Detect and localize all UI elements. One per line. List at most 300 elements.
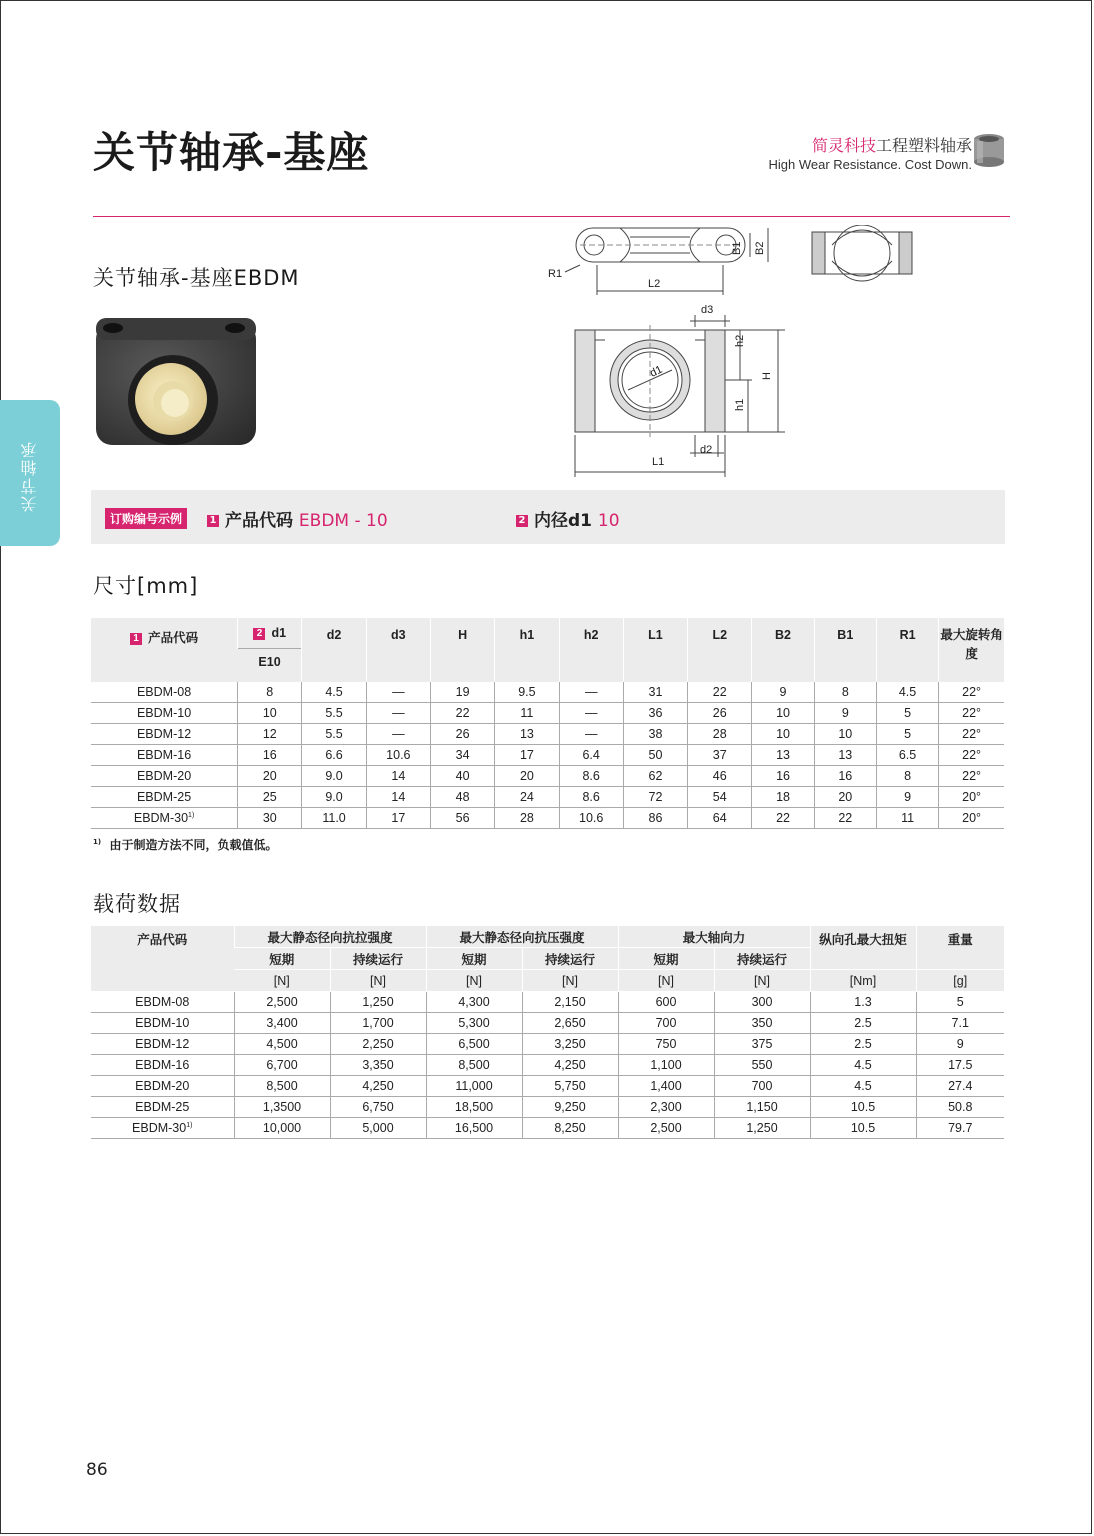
dimensions-body [91, 682, 1004, 829]
cell-value: 9 [956, 1037, 964, 1051]
table-cell [234, 1055, 330, 1076]
product-code-cell [91, 1013, 234, 1034]
table-cell [714, 1076, 810, 1097]
table-cell [302, 766, 366, 787]
footnote-mark: 1) [188, 811, 195, 819]
cell-value: 1.3 [854, 995, 872, 1009]
cell-value: 8.6 [582, 769, 600, 783]
brand-name-pink: 简灵科技 [811, 136, 876, 155]
cell-value: 62 [648, 769, 663, 783]
table-cell [688, 787, 752, 808]
cell-value: 46 [712, 769, 727, 783]
unit-n: [N] [522, 970, 618, 992]
page-title: 关节轴承-基座 [93, 128, 370, 177]
table-cell [714, 1034, 810, 1055]
table-cell [238, 703, 302, 724]
cell-value: 56 [455, 811, 470, 825]
table-cell [430, 724, 494, 745]
table-cell [752, 808, 814, 829]
table-cell [714, 992, 810, 1013]
table-cell [234, 1118, 330, 1139]
table-cell [916, 1034, 1004, 1055]
loads-title: 载荷数据 [93, 892, 181, 916]
cell-value: 30 [262, 811, 277, 825]
cell-value: 8 [266, 685, 274, 699]
table-row [91, 724, 1004, 745]
label-h: H [761, 372, 773, 380]
cell-value: 11 [520, 706, 534, 720]
unit-n: [N] [618, 970, 714, 992]
unit-n: [N] [714, 970, 810, 992]
cell-value: 22° [962, 748, 982, 762]
table-cell [623, 682, 687, 703]
table-cell [939, 766, 1004, 787]
product-code-cell [91, 992, 234, 1013]
table-cell [234, 992, 330, 1013]
table-cell [430, 766, 494, 787]
table-cell [559, 787, 623, 808]
page-number: 86 [86, 1460, 108, 1480]
product-code-cell [91, 682, 238, 703]
col-code-label: 产品代码 [148, 631, 199, 645]
bearing-logo-icon [972, 132, 1006, 168]
dimensions-table [91, 618, 1004, 829]
table-cell [714, 1097, 810, 1118]
unit-g: [g] [916, 970, 1004, 992]
table-cell [623, 745, 687, 766]
cell-value: — [584, 727, 598, 741]
cell-value: EBDM-12 [135, 1037, 190, 1051]
table-cell [814, 703, 876, 724]
cell-value: 6,500 [458, 1037, 490, 1051]
title-rule [93, 216, 1010, 217]
table-row [91, 992, 1004, 1013]
table-row [91, 1055, 1004, 1076]
cell-value: 10,000 [262, 1121, 302, 1135]
table-cell [495, 703, 559, 724]
table-cell [426, 1097, 522, 1118]
product-code-cell [91, 745, 238, 766]
cell-value: 22 [712, 685, 727, 699]
cell-value: 700 [655, 1016, 677, 1030]
table-cell [330, 1034, 426, 1055]
cell-value: 1,100 [650, 1058, 682, 1072]
cell-value: 600 [655, 995, 677, 1009]
label-d1: d1 [648, 363, 665, 380]
table-cell [426, 1076, 522, 1097]
cell-value: 72 [648, 790, 663, 804]
table-cell [495, 808, 559, 829]
cell-value: EBDM-20 [135, 1079, 190, 1093]
cell-value: 6,750 [362, 1100, 394, 1114]
product-code-cell [91, 1076, 234, 1097]
table-cell [366, 703, 430, 724]
table-cell [430, 787, 494, 808]
table-cell [522, 992, 618, 1013]
col-torque: 纵向孔最大扭矩 [810, 926, 916, 970]
col-d3: d3 [366, 618, 430, 682]
table-cell [618, 1118, 714, 1139]
table-cell [522, 1076, 618, 1097]
cell-value: 8 [904, 769, 912, 783]
table-cell [302, 745, 366, 766]
table-cell [234, 1034, 330, 1055]
table-cell [430, 682, 494, 703]
cell-value: 10 [776, 727, 790, 741]
cell-value: 2,150 [554, 995, 586, 1009]
col-d1 [238, 618, 302, 648]
cell-value: 1,250 [746, 1121, 778, 1135]
cell-value: 10 [776, 706, 790, 720]
cell-value: 22 [838, 811, 853, 825]
col-d1-tolerance: E10 [238, 648, 302, 682]
order-item-bore [516, 506, 620, 531]
table-cell [302, 808, 366, 829]
cell-value: 1,150 [746, 1100, 778, 1114]
cell-value: 12 [262, 727, 277, 741]
table-cell [814, 724, 876, 745]
cell-value: 40 [455, 769, 470, 783]
cell-value: 17 [391, 811, 406, 825]
cell-value: 16 [262, 748, 277, 762]
product-photo [93, 315, 258, 450]
table-cell [302, 787, 366, 808]
cell-value: 25 [262, 790, 277, 804]
cell-value: 16 [776, 769, 790, 783]
col-angle: 最大旋转角度 [939, 618, 1004, 682]
cell-value: 5 [904, 706, 912, 720]
cell-value: 11.0 [322, 811, 346, 825]
cell-value: 22° [962, 706, 982, 720]
cell-value: 4.5 [898, 685, 917, 699]
cell-value: 22° [962, 685, 982, 699]
table-cell [876, 682, 938, 703]
front-section-view [575, 315, 785, 477]
table-cell [430, 703, 494, 724]
label-d3: d3 [701, 304, 714, 316]
table-cell [330, 1055, 426, 1076]
loads-header-row-1 [91, 926, 1004, 948]
table-cell [810, 1118, 916, 1139]
cell-value: — [392, 706, 405, 720]
table-cell [618, 992, 714, 1013]
cell-value: 28 [712, 727, 727, 741]
cell-value: 4,500 [266, 1037, 298, 1051]
table-cell [618, 1055, 714, 1076]
cell-value: 17 [519, 748, 534, 762]
table-cell [814, 787, 876, 808]
unit-nm: [Nm] [810, 970, 916, 992]
cell-value: 4.5 [854, 1079, 872, 1093]
cell-value: 27.4 [948, 1079, 973, 1093]
table-cell [623, 724, 687, 745]
table-row [91, 745, 1004, 766]
table-cell [688, 745, 752, 766]
cell-value: 9.0 [325, 769, 343, 783]
cell-value: 9 [779, 685, 787, 699]
label-r1: R1 [548, 268, 563, 280]
order-item-code-label: 产品代码 [225, 511, 293, 531]
table-cell [238, 808, 302, 829]
product-code-cell [91, 766, 238, 787]
cell-value: 2,500 [650, 1121, 682, 1135]
table-cell [238, 682, 302, 703]
table-cell [559, 703, 623, 724]
col-code: 产品代码 [91, 926, 234, 992]
cell-value: 14 [391, 790, 406, 804]
product-code-cell [91, 787, 238, 808]
cell-value: 24 [519, 790, 534, 804]
table-cell [618, 1097, 714, 1118]
table-row [91, 1034, 1004, 1055]
table-row [91, 1118, 1004, 1139]
table-cell [810, 1034, 916, 1055]
product-code-cell [91, 1118, 234, 1139]
cell-value: 4.5 [854, 1058, 872, 1072]
cell-value: 9 [841, 706, 849, 720]
table-cell [623, 703, 687, 724]
brand-block [768, 133, 972, 172]
cell-value: — [392, 727, 405, 741]
table-cell [688, 808, 752, 829]
cell-value: 50 [648, 748, 663, 762]
col-compressive: 最大静态径向抗压强度 [426, 926, 618, 948]
order-item-bore-value: 10 [597, 511, 620, 531]
cell-value: 13 [519, 727, 534, 741]
cell-value: 31 [648, 685, 663, 699]
cell-value: EBDM-16 [136, 748, 192, 762]
cell-value: 8,500 [266, 1079, 298, 1093]
cell-value: 50.8 [948, 1100, 973, 1114]
table-cell [495, 766, 559, 787]
col-h: H [430, 618, 494, 682]
table-cell [814, 682, 876, 703]
cell-value: 20 [262, 769, 277, 783]
cell-value: 2.5 [854, 1016, 872, 1030]
side-tab[interactable] [0, 400, 60, 546]
cell-value: 4,250 [362, 1079, 394, 1093]
table-cell [302, 682, 366, 703]
table-row [91, 808, 1004, 829]
order-item-code [207, 506, 388, 531]
cell-value: 350 [751, 1016, 773, 1030]
table-cell [939, 745, 1004, 766]
table-cell [234, 1013, 330, 1034]
cell-value: 5 [904, 727, 912, 741]
table-cell [752, 682, 814, 703]
label-h2: h2 [734, 334, 746, 347]
col-code [91, 618, 238, 682]
table-cell [426, 1013, 522, 1034]
table-cell [238, 724, 302, 745]
table-cell [522, 1034, 618, 1055]
cell-value: 79.7 [948, 1121, 973, 1135]
table-cell [876, 703, 938, 724]
cell-value: 38 [648, 727, 663, 741]
cell-value: 34 [455, 748, 470, 762]
cell-value: 64 [712, 811, 727, 825]
cell-value: 5,000 [362, 1121, 394, 1135]
table-cell [939, 787, 1004, 808]
table-cell [330, 1118, 426, 1139]
table-cell [916, 1055, 1004, 1076]
cell-value: 11 [901, 811, 915, 825]
cell-value: 6.4 [582, 748, 600, 762]
table-cell [330, 1076, 426, 1097]
col-tensile: 最大静态径向抗拉强度 [234, 926, 426, 948]
footnote-text: 由于制造方法不同，负载值低。 [109, 838, 278, 852]
table-cell [426, 992, 522, 1013]
top-view [565, 228, 768, 295]
cell-value: 22° [962, 727, 982, 741]
cell-value: EBDM-08 [135, 995, 190, 1009]
dimensions-title: 尺寸[mm] [93, 574, 199, 598]
cell-value: 26 [455, 727, 470, 741]
unit-n: [N] [330, 970, 426, 992]
table-cell [688, 703, 752, 724]
table-cell [810, 1097, 916, 1118]
cell-value: 1,3500 [262, 1100, 302, 1114]
cell-value: EBDM-12 [136, 727, 192, 741]
table-cell [714, 1013, 810, 1034]
table-cell [495, 724, 559, 745]
brand-tagline: High Wear Resistance. Cost Down. [768, 157, 972, 172]
table-cell [939, 682, 1004, 703]
table-cell [752, 745, 814, 766]
cell-value: 9,250 [554, 1100, 586, 1114]
cell-value: 16,500 [454, 1121, 494, 1135]
table-cell [366, 787, 430, 808]
order-item-bore-label: 内径d1 [534, 511, 592, 531]
table-cell [495, 787, 559, 808]
cell-value: 18,500 [454, 1100, 494, 1114]
cell-value: 9 [904, 790, 912, 804]
table-cell [752, 724, 814, 745]
cell-value: — [584, 685, 598, 699]
cell-value: 8.6 [582, 790, 600, 804]
table-cell [939, 808, 1004, 829]
table-cell [234, 1076, 330, 1097]
table-cell [939, 703, 1004, 724]
cell-value: 10.6 [386, 748, 411, 762]
table-cell [916, 1097, 1004, 1118]
cell-value: 6.6 [325, 748, 343, 762]
table-cell [752, 787, 814, 808]
table-cell [810, 1076, 916, 1097]
table-cell [238, 766, 302, 787]
table-cell [559, 682, 623, 703]
order-example-box [91, 490, 1005, 544]
cell-value: 13 [838, 748, 853, 762]
cell-value: 1,250 [362, 995, 394, 1009]
table-cell [876, 724, 938, 745]
cell-value: 750 [655, 1037, 677, 1051]
cell-value: EBDM-30 [132, 1121, 187, 1135]
cell-value: 22° [962, 769, 982, 783]
table-cell [495, 682, 559, 703]
cell-value: 6.5 [898, 748, 917, 762]
side-view [812, 225, 912, 281]
cell-value: 6,700 [266, 1058, 298, 1072]
table-cell [234, 1097, 330, 1118]
col-h2: h2 [559, 618, 623, 682]
col-axial-short: 短期 [618, 948, 714, 970]
table-cell [330, 1097, 426, 1118]
cell-value: 2.5 [854, 1037, 872, 1051]
col-compressive-continuous: 持续运行 [522, 948, 618, 970]
loads-body [91, 992, 1004, 1139]
col-h1: h1 [495, 618, 559, 682]
product-code-cell [91, 724, 238, 745]
table-cell [814, 808, 876, 829]
col-axial-continuous: 持续运行 [714, 948, 810, 970]
cell-value: 375 [751, 1037, 773, 1051]
footnote [93, 836, 277, 853]
table-cell [559, 766, 623, 787]
table-cell [916, 1076, 1004, 1097]
cell-value: EBDM-30 [133, 811, 189, 825]
table-cell [238, 787, 302, 808]
label-l1: L1 [652, 456, 665, 468]
table-cell [916, 1013, 1004, 1034]
cell-value: — [392, 685, 405, 699]
col-axial: 最大轴向力 [618, 926, 810, 948]
col-l1: L1 [623, 618, 687, 682]
order-example-tag: 订购编号示例 [105, 508, 187, 529]
product-name: 关节轴承-基座EBDM [93, 266, 300, 290]
table-cell [714, 1118, 810, 1139]
table-cell [752, 703, 814, 724]
col-tensile-continuous: 持续运行 [330, 948, 426, 970]
cell-value: 8 [841, 685, 849, 699]
badge-1: 1 [207, 515, 219, 527]
cell-value: 4,250 [554, 1058, 586, 1072]
cell-value: 3,350 [362, 1058, 394, 1072]
col-d1-label: d1 [271, 626, 287, 640]
label-l2: L2 [648, 278, 661, 290]
product-code-cell [91, 1097, 234, 1118]
cell-value: EBDM-16 [135, 1058, 190, 1072]
cell-value: 4,300 [458, 995, 490, 1009]
table-cell [430, 745, 494, 766]
table-cell [916, 992, 1004, 1013]
product-code-cell [91, 808, 238, 829]
badge-1: 1 [130, 633, 142, 645]
label-b2: B2 [754, 241, 766, 255]
cell-value: 10.5 [850, 1121, 876, 1135]
table-cell [330, 992, 426, 1013]
col-tensile-short: 短期 [234, 948, 330, 970]
label-b1: B1 [731, 241, 743, 255]
table-cell [559, 808, 623, 829]
table-cell [623, 766, 687, 787]
table-cell [876, 745, 938, 766]
cell-value: 2,250 [362, 1037, 394, 1051]
loads-table [91, 926, 1004, 1139]
table-cell [366, 724, 430, 745]
cell-value: EBDM-08 [136, 685, 192, 699]
col-b2: B2 [752, 618, 814, 682]
cell-value: 3,400 [266, 1016, 298, 1030]
table-cell [814, 745, 876, 766]
cell-value: 2,650 [554, 1016, 586, 1030]
cell-value: 8,500 [458, 1058, 490, 1072]
cell-value: 5,300 [458, 1016, 490, 1030]
cell-value: 2,500 [266, 995, 298, 1009]
cell-value: 7.1 [951, 1016, 969, 1030]
table-cell [366, 745, 430, 766]
label-h1: h1 [734, 398, 746, 411]
